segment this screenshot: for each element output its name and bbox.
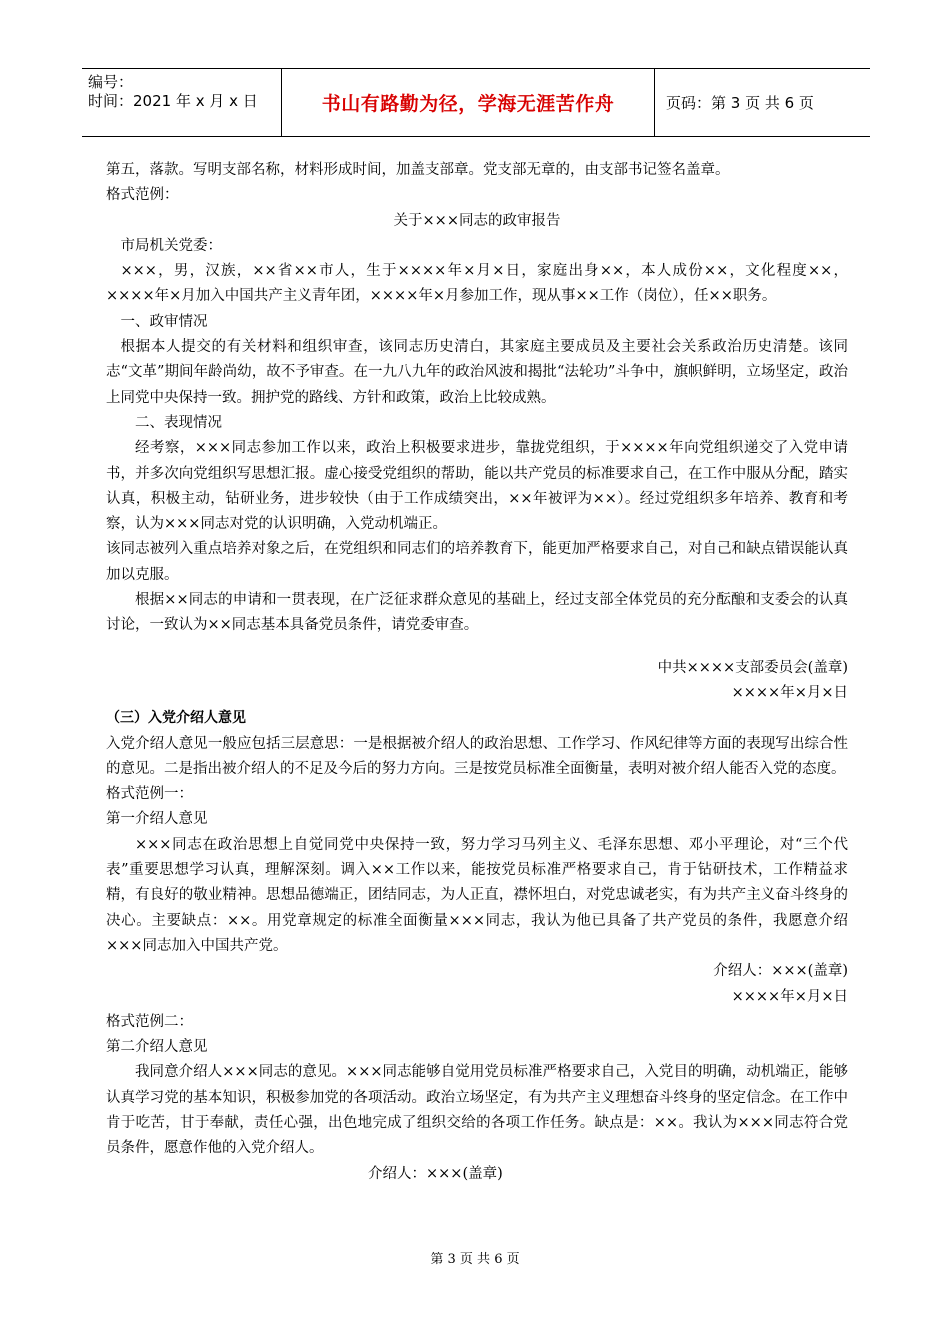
example-2-label: 格式范例二： xyxy=(106,1013,193,1030)
doc-number-label: 编号： xyxy=(88,73,134,91)
paragraph-performance: 经考察，×××同志参加工作以来，政治上积极要求进步，靠拢党组织，于××××年向党组织递交了入党申请书，并多次向党组织写思想汇报。虚心接受党组织的帮助，能以共产党员的标准要求自己，在工作中服从分配，踏实认真，积极主动，钻研业务，进步较快（由于工作成绩突出，××年被评为××）。经过党组织多年培养、教育和考察，认为×××同志对党的认识明确，入党动机端正。 xyxy=(106,440,848,533)
example-2-text: 我同意介绍人×××同志的意见。×××同志能够自觉用党员标准严格要求自己，入党目的明确，动机端正，能够认真学习党的基本知识，积极参加党的各项活动。政治立场坚定，有为共产主义理想奋斗终身的坚定信念。在工作中肯于吃苦，甘于奉献，责任心强，出色地完成了组织交给的各项工作任务。缺点是：××。我认为×××同志符合党员条件，愿意作他的入党介绍人。 xyxy=(106,1064,848,1157)
example-2-signature: 介绍人：×××(盖章) xyxy=(368,1165,503,1182)
heading-performance: 二、表现情况 xyxy=(135,414,222,431)
header-page-label: 页码：第 3 页 共 6 页 xyxy=(666,94,814,112)
format-example-label: 格式范例： xyxy=(106,187,179,204)
paragraph-introducer-opinion: 入党介绍人意见一般应包括三层意思：一是根据被介绍人的政治思想、工作学习、作风纪律等方面的表现写出综合性的意见。二是指出被介绍人的不足及今后的努力方向。三是按党员标准全面衡量，表明对被介绍人能否入党的态度。 xyxy=(106,735,848,777)
paragraph-intro: ×××，男，汉族，××省××市人，生于××××年×月×日，家庭出身××，本人成份××，文化程度××，××××年×月加入中国共产主义青年团，××××年×月参加工作，现从事××工作（岗位），任××职务。 xyxy=(106,263,848,305)
doc-date-label: 时间：2021 年 x 月 x 日 xyxy=(88,92,258,110)
report-title: 关于×××同志的政审报告 xyxy=(393,212,561,229)
example-1-signature: 介绍人：×××(盖章) xyxy=(713,963,848,980)
paragraph-conclusion: 根据××同志的申请和一贯表现，在广泛征求群众意见的基础上，经过支部全体党员的充分酝酿和支委会的认真讨论，一致认为××同志基本具备党员条件，请党委审查。 xyxy=(106,592,848,634)
paragraph-performance-2: 该同志被列入重点培养对象之后，在党组织和同志们的培养教育下，能更加严格要求自己，对自己和缺点错误能认真加以克服。 xyxy=(106,541,848,583)
paragraph-political-review: 根据本人提交的有关材料和组织审查，该同志历史清白，其家庭主要成员及主要社会关系政治历史清楚。该同志“文革”期间年龄尚幼，故不予审查。在一九八九年的政治风波和揭批“法轮功”斗争中，旗帜鲜明，立场坚定，政治上同党中央保持一致。拥护党的路线、方针和政策，政治上比较成熟。 xyxy=(106,339,848,406)
salutation: 市局机关党委： xyxy=(120,237,222,254)
header-meta xyxy=(82,69,282,136)
slogan: 书山有路勤为径，学海无涯苦作舟 xyxy=(321,93,615,115)
signature-org: 中共××××支部委员会(盖章) xyxy=(657,659,848,676)
example-1-date: ××××年×月×日 xyxy=(731,988,848,1005)
example-1-label: 格式范例一： xyxy=(106,786,193,803)
header-slogan-cell xyxy=(282,69,655,136)
signature-date: ××××年×月×日 xyxy=(731,684,848,701)
document-body xyxy=(106,158,848,1187)
heading-political-review: 一、政审情况 xyxy=(120,313,208,330)
footer-page-number: 第 3 页 共 6 页 xyxy=(430,1252,520,1267)
page-header xyxy=(82,68,870,137)
page-footer xyxy=(0,1248,950,1267)
header-page-cell xyxy=(654,69,870,136)
example-1-text: ×××同志在政治思想上自觉同党中央保持一致，努力学习马列主义、毛泽东思想、邓小平理论，对“三个代表”重要思想学习认真，理解深刻。调入××工作以来，能按党员标准严格要求自己，肯于钻研技术，工作精益求精，有良好的敬业精神。思想品德端正，团结同志，为人正直，襟怀坦白，对党忠诚老实，有为共产主义奋斗终身的决心。主要缺点：××。用党章规定的标准全面衡量×××同志，我认为他已具备了共产党员的条件，我愿意介绍×××同志加入中国共产党。 xyxy=(106,836,848,954)
example-2-title: 第二介绍人意见 xyxy=(106,1039,208,1056)
paragraph-signoff: 第五，落款。写明支部名称，材料形成时间，加盖支部章。党支部无章的，由支部书记签名盖章。 xyxy=(106,162,730,178)
example-1-title: 第一介绍人意见 xyxy=(106,811,208,828)
section-heading-introducer: （三）入党介绍人意见 xyxy=(106,710,246,727)
